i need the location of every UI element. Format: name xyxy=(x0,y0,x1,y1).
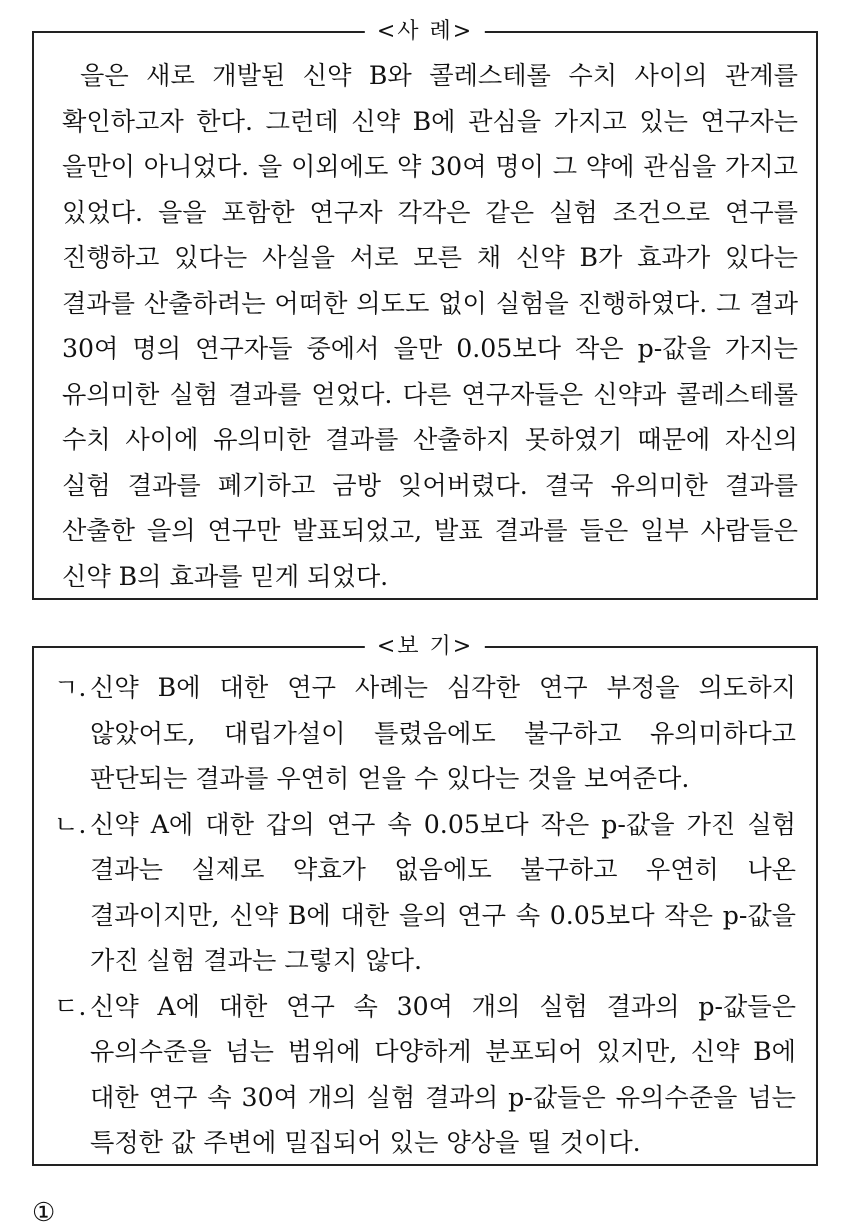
view-box xyxy=(32,634,818,1166)
view-item-marker: ㄴ. xyxy=(54,809,87,839)
case-paragraph: 을은 새로 개발된 신약 B와 콜레스테롤 수치 사이의 관계를 확인하고자 한다. 그런데 신약 B에 관심을 가지고 있는 연구자는 을만이 아니었다. 을 이외에도 약 30여 명이 그 약에 관심을 가지고 있었다. 을을 포함한 연구자 각각은 같은 실험 조건으로 연구를 진행하고 있다는 사실을 서로 모른 채 신약 B가 효과가 있다는 결과를 산출하려는 어떠한 의도도 없이 실험을 진행하였다. 그 결과 30여 명의 연구자들 중에서 을만 0.05보다 작은 p-값을 가지는 유의미한 실험 결과를 얻었다. 다른 연구자들은 신약과 콜레스테롤 수치 사이에 유의미한 결과를 산출하지 못하였기 때문에 자신의 실험 결과를 폐기하고 금방 잊어버렸다. 결국 유의미한 결과를 산출한 을의 연구만 발표되었고, 발표 결과를 들은 일부 사람들은 신약 B의 효과를 믿게 되었다. xyxy=(62,61,798,591)
view-item-3 xyxy=(54,984,796,1166)
view-box-title: <보 기> xyxy=(365,633,485,661)
view-item-text: 신약 A에 대한 연구 속 30여 개의 실험 결과의 p-값들은 유의수준을 넘는 범위에 다양하게 분포되어 있지만, 신약 B에 대한 연구 속 30여 개의 실험 결과의 p-값들은 유의수준을 넘는 특정한 값 주변에 밀집되어 있는 양상을 띨 것이다. xyxy=(90,991,796,1157)
view-item-1 xyxy=(54,665,796,802)
view-item-text: 신약 B에 대한 연구 사례는 심각한 연구 부정을 의도하지 않았어도, 대립가설이 틀렸음에도 불구하고 유의미하다고 판단되는 결과를 우연히 얻을 수 있다는 것을 보여준다. xyxy=(90,673,796,793)
answer-choice-1: ① xyxy=(32,1198,56,1228)
case-box-title: <사 례> xyxy=(365,18,485,46)
view-item-marker: ㄷ. xyxy=(54,991,87,1021)
view-item-2 xyxy=(54,802,796,984)
case-box xyxy=(32,19,818,600)
view-item-text: 신약 A에 대한 갑의 연구 속 0.05보다 작은 p-값을 가진 실험 결과는 실제로 약효가 없음에도 불구하고 우연히 나온 결과이지만, 신약 B에 대한 을의 연구 속 0.05보다 작은 p-값을 가진 실험 결과는 그렇지 않다. xyxy=(90,809,796,975)
view-item-marker: ㄱ. xyxy=(54,673,87,702)
